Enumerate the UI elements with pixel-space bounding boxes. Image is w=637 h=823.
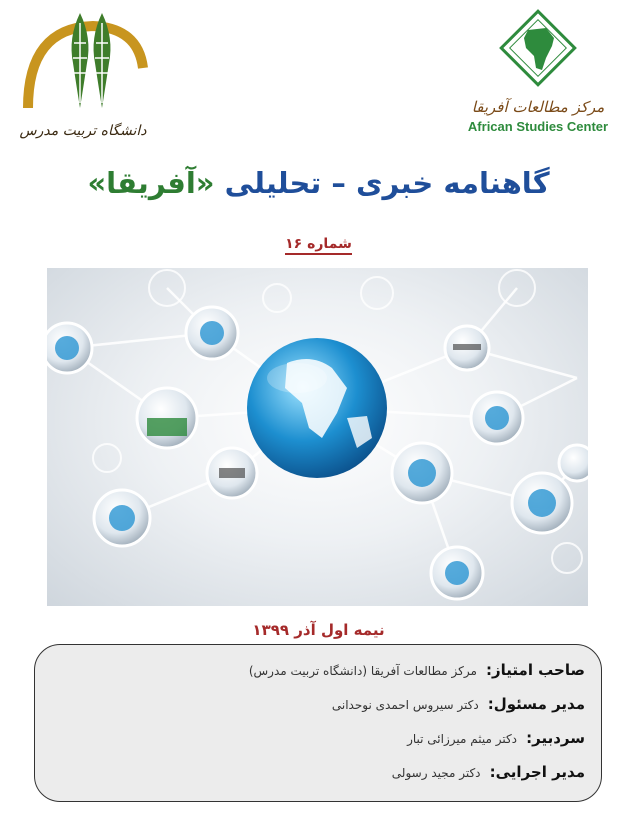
credit-row-owner bbox=[51, 657, 585, 691]
credit-value: دکتر مجید رسولی bbox=[391, 766, 481, 780]
credit-value: دکتر میثم میرزائی تبار bbox=[407, 732, 518, 746]
university-name: دانشگاه تربیت مدرس bbox=[19, 123, 147, 139]
credit-row-director bbox=[51, 691, 585, 725]
credit-row-executive bbox=[51, 759, 585, 793]
university-logo bbox=[18, 8, 148, 143]
credit-label: صاحب امتیاز: bbox=[486, 661, 585, 679]
issue-number bbox=[0, 236, 637, 252]
center-name-fa: مرکز مطالعات آفریقا bbox=[471, 98, 605, 116]
credit-label: مدیر مسئول: bbox=[487, 695, 585, 713]
page-title bbox=[0, 166, 637, 200]
center-name-en: African Studies Center bbox=[467, 119, 609, 134]
credit-value: مرکز مطالعات آفریقا (دانشگاه تربیت مدرس) bbox=[248, 664, 477, 678]
issue-date: نیمه اول آذر ۱۳۹۹ bbox=[252, 621, 385, 639]
credit-row-editor bbox=[51, 725, 585, 759]
credit-value: دکتر سیروس احمدی نوحدانی bbox=[331, 698, 479, 712]
cover-image bbox=[47, 268, 588, 606]
africa-map-icon bbox=[462, 8, 614, 90]
globe-network-image bbox=[47, 268, 588, 606]
title-africa: «آفریقا» bbox=[87, 166, 215, 200]
title-main: گاهنامه خبری – تحلیلی bbox=[224, 166, 550, 200]
center-logo bbox=[462, 8, 614, 138]
credits-box bbox=[34, 644, 602, 802]
credit-label: سردبیر: bbox=[526, 729, 585, 747]
university-emblem-icon bbox=[18, 8, 148, 118]
credit-label: مدیر اجرایی: bbox=[489, 763, 585, 781]
issue-number-text: شماره ۱۶ bbox=[285, 236, 352, 255]
